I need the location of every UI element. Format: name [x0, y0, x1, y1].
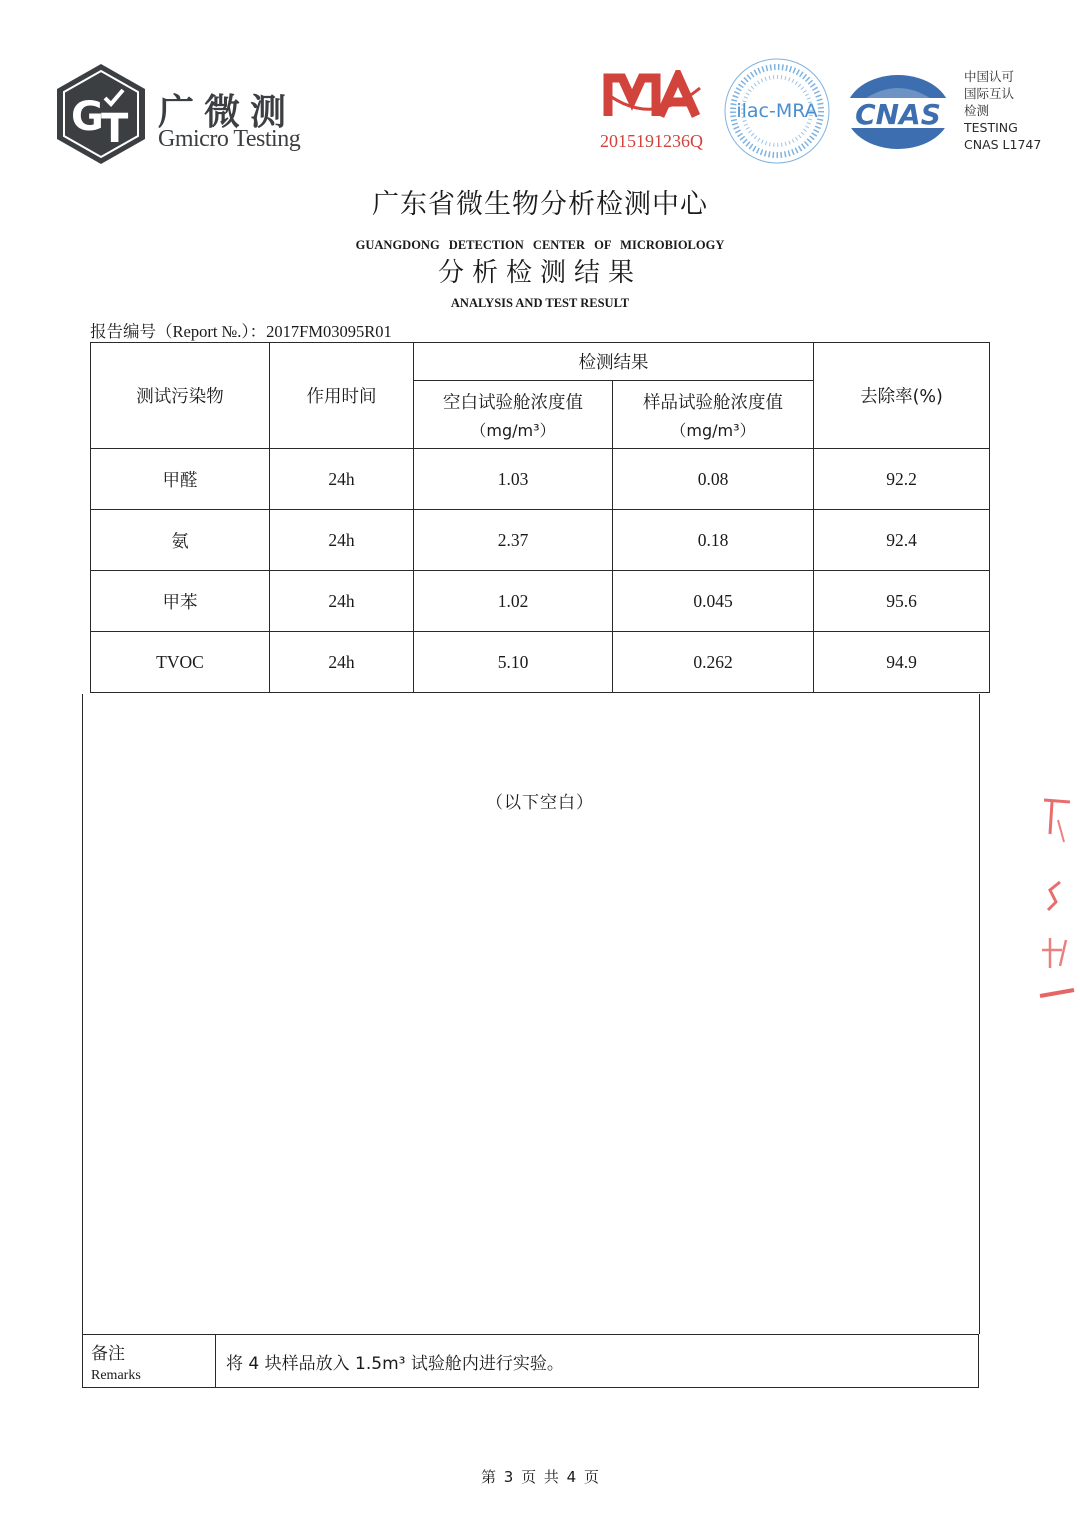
header-sample-unit: （mg/m³）: [670, 420, 756, 440]
remarks-label: [83, 1335, 216, 1388]
cell-pollutant: TVOC: [91, 632, 270, 693]
accreditation-line: 国际互认: [964, 86, 1015, 101]
svg-text:G: G: [71, 94, 104, 140]
header-removal: 去除率(%): [814, 343, 990, 449]
cell-pollutant: 甲醛: [91, 449, 270, 510]
cma-certificate-number: 2015191236Q: [600, 131, 703, 151]
center-title-cn: 广东省微生物分析检测中心: [372, 189, 708, 220]
header-time: 作用时间: [270, 343, 414, 449]
blank-below-note: （以下空白）: [486, 793, 594, 813]
cell-removal: 94.9: [814, 632, 990, 693]
cell-removal: 92.4: [814, 510, 990, 571]
cell-sample: 0.045: [613, 571, 814, 632]
results-table: [90, 342, 990, 693]
header-pollutant: 测试污染物: [91, 343, 270, 449]
cell-time: 24h: [270, 632, 414, 693]
header-sample-label: 样品试验舱浓度值: [643, 392, 783, 413]
cell-removal: 92.2: [814, 449, 990, 510]
svg-text:T: T: [101, 106, 129, 152]
cell-time: 24h: [270, 449, 414, 510]
table-row: [91, 449, 990, 510]
cell-removal: 95.6: [814, 571, 990, 632]
result-title-en: ANALYSIS AND TEST RESULT: [450, 296, 630, 310]
partial-seal-stamp-icon: [1030, 790, 1080, 1010]
table-row: [91, 510, 990, 571]
report-number: 报告编号（Report №.）：2017FM03095R01: [90, 322, 392, 341]
remarks-label-cn: 备注: [91, 1343, 125, 1364]
accreditation-line: TESTING: [964, 120, 1018, 135]
remarks-text: 将 4 块样品放入 1.5m³ 试验舱内进行实验。: [216, 1335, 979, 1388]
center-title-en: GUANGDONG DETECTION CENTER OF MICROBIOLOGY: [355, 238, 725, 252]
header-blank: [414, 381, 613, 449]
cell-time: 24h: [270, 571, 414, 632]
brand-name-cn: 广微测: [158, 92, 297, 133]
header-blank-label: 空白试验舱浓度值: [443, 392, 583, 413]
cell-blank: 2.37: [414, 510, 613, 571]
accreditation-line: CNAS L1747: [964, 137, 1042, 152]
header-result-group: 检测结果: [414, 343, 814, 381]
cell-blank: 1.03: [414, 449, 613, 510]
result-title-cn: 分析检测结果: [437, 258, 642, 288]
svg-text:ilac-MRA: ilac-MRA: [736, 100, 818, 122]
svg-text:CNAS: CNAS: [855, 98, 941, 131]
gmicro-logo-icon: [55, 62, 147, 166]
cell-sample: 0.18: [613, 510, 814, 571]
brand-name-en: Gmicro Testing: [158, 126, 301, 152]
cell-blank: 1.02: [414, 571, 613, 632]
accreditation-text: [964, 68, 1041, 153]
cell-pollutant: 甲苯: [91, 571, 270, 632]
cnas-logo-icon: [843, 72, 953, 152]
table-row: [91, 632, 990, 693]
cell-time: 24h: [270, 510, 414, 571]
header-sample: [613, 381, 814, 449]
cell-pollutant: 氨: [91, 510, 270, 571]
accreditation-line: 检测: [964, 103, 990, 118]
cell-sample: 0.262: [613, 632, 814, 693]
table-row: [91, 571, 990, 632]
remarks-label-en: Remarks: [91, 1367, 141, 1383]
cma-logo-icon: [602, 70, 706, 122]
cell-sample: 0.08: [613, 449, 814, 510]
remarks-table: [82, 1334, 979, 1388]
header-blank-unit: （mg/m³）: [470, 420, 556, 440]
ilac-mra-logo-icon: [722, 56, 832, 166]
accreditation-line: 中国认可: [964, 69, 1015, 84]
page-number: 第 3 页 共 4 页: [481, 1468, 599, 1486]
cell-blank: 5.10: [414, 632, 613, 693]
